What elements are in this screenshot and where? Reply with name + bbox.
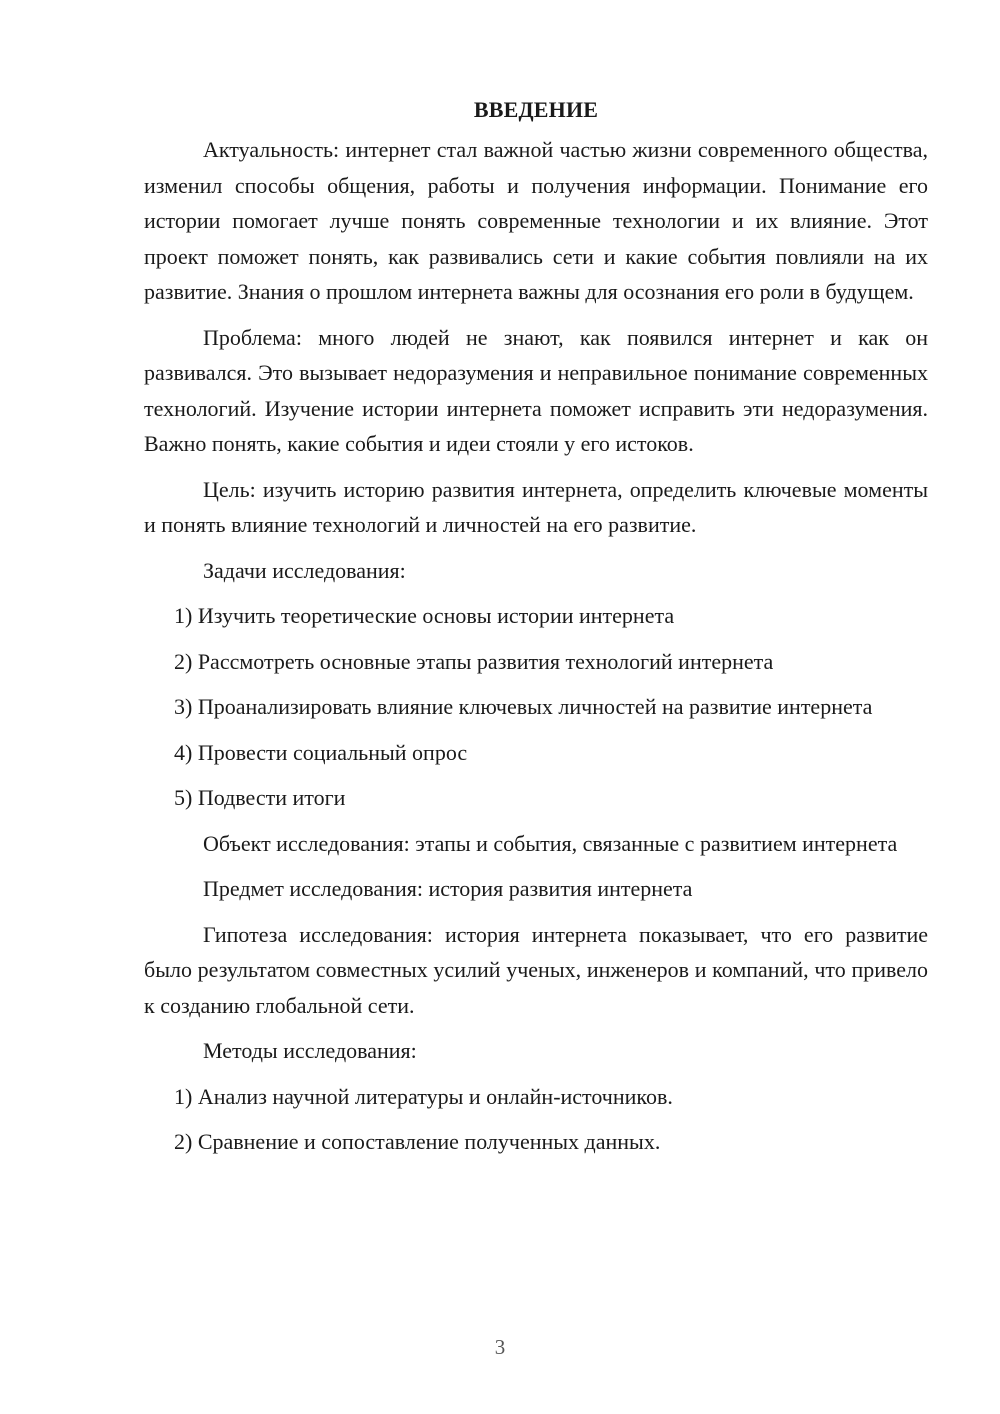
task-item-3: 3) Проанализировать влияние ключевых личностей на развитие интернета bbox=[174, 694, 873, 719]
methods-heading: Методы исследования: bbox=[203, 1038, 417, 1063]
tasks-heading: Задачи исследования: bbox=[203, 557, 406, 583]
subject-paragraph: Предмет исследования: история развития интернета bbox=[203, 876, 693, 901]
problem-paragraph: Проблема: много людей не знают, как появился интернет и как он развивался. Это вызывает недоразумения и неправильное понимание современных технологий. Изучение истории интернета поможет исправить эти недоразумения. Важно понять, какие события и идеи стояли у его истоков. bbox=[144, 324, 928, 456]
page-number: 3 bbox=[494, 1335, 506, 1359]
task-item-1: 1) Изучить теоретические основы истории интернета bbox=[174, 603, 675, 628]
document-page bbox=[144, 92, 928, 1160]
hypothesis-paragraph: Гипотеза исследования: история интернета показывает, что его развитие было результатом совместных усилий ученых, инженеров и компаний, что привело к созданию глобальной сети. bbox=[144, 921, 928, 1018]
goal-paragraph: Цель: изучить историю развития интернета, определить ключевые моменты и понять влияние технологий и личностей на его развитие. bbox=[144, 476, 928, 537]
task-item-5: 5) Подвести итоги bbox=[174, 785, 346, 810]
page-title: ВВЕДЕНИЕ bbox=[473, 97, 599, 122]
task-item-2: 2) Рассмотреть основные этапы развития технологий интернета bbox=[174, 648, 774, 674]
object-paragraph: Объект исследования: этапы и события, связанные с развитием интернета bbox=[203, 830, 898, 856]
method-item-2: 2) Сравнение и сопоставление полученных данных. bbox=[174, 1129, 661, 1154]
task-item-4: 4) Провести социальный опрос bbox=[174, 739, 468, 765]
relevance-paragraph: Актуальность: интернет стал важной частью жизни современного общества, изменил способы общения, работы и получения информации. Понимание его истории помогает лучше понять современные технологии и их влияние. Этот проект поможет понять, как развивались сети и какие события повлияли на их развитие. Знания о прошлом интернета важны для осознания его роли в будущем. bbox=[144, 137, 928, 304]
method-item-1: 1) Анализ научной литературы и онлайн-источников. bbox=[174, 1083, 673, 1109]
